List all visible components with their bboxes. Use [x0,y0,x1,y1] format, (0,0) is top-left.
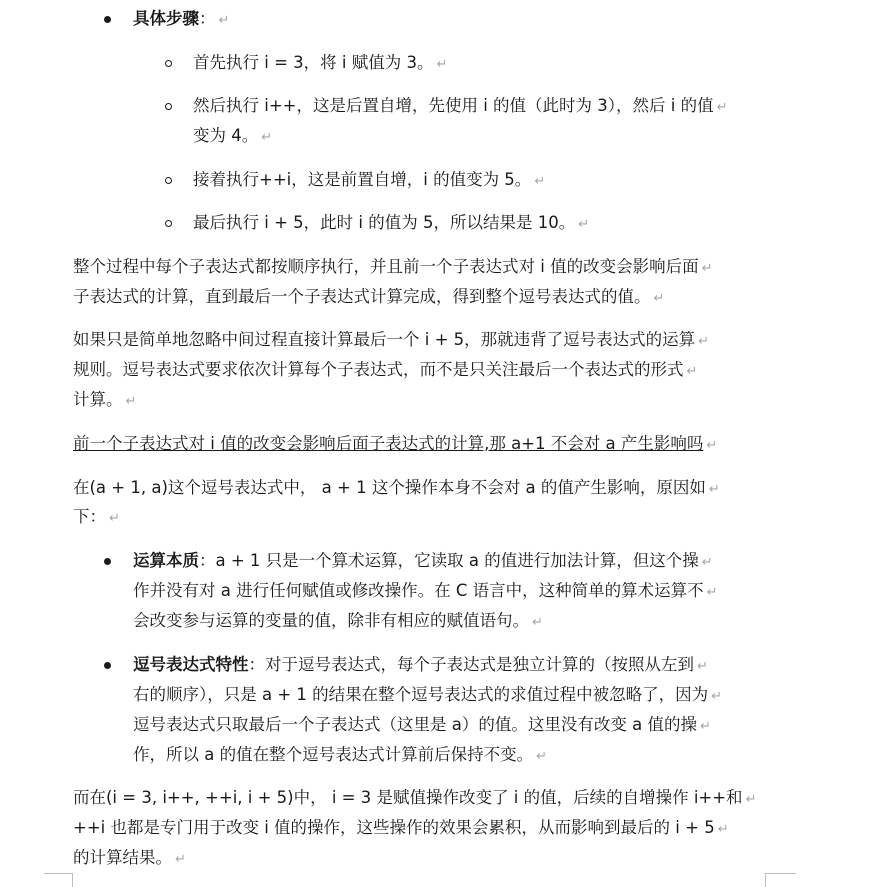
line-text: 然后执行 i++，这是后置自增，先使用 i 的值（此时为 3），然后 i 的值 [193,96,714,115]
paragraph-mark-icon: ↵ [745,792,757,807]
line-text: 作并没有对 a 进行任何赋值或修改操作。在 C 语言中，这种简单的算术运算不 [133,581,704,600]
line-text: 前一个子表达式对 i 值的改变会影响后面子表达式的计算,那 a+1 不会对 a 产生影响吗 [73,434,704,453]
line-text: 最后执行 i + 5，此时 i 的值为 5，所以结果是 10。 [193,213,576,232]
bullet-circle-icon [165,103,172,110]
paragraph-mark-icon: ↵ [717,822,729,837]
bold-term: 逗号表达式特性 [133,655,249,674]
text-line-l11 [73,389,136,413]
paragraph-mark-icon: ↵ [109,511,120,526]
text-line-l6 [193,212,589,236]
text-line-l10 [73,359,697,383]
paragraph-mark-icon: ↵ [653,291,665,306]
line-text: 子表达式的计算，直到最后一个子表达式计算完成，得到整个逗号表达式的值。 [73,287,651,306]
line-text: 逗号表达式只取最后一个子表达式（这里是 a）的值。这里没有改变 a 值的操 [133,715,697,734]
text-line-l5 [193,169,545,193]
paragraph-mark-icon: ↵ [125,394,137,409]
line-text: ：a + 1 只是一个算术运算，它读取 a 的值进行加法计算，但这个操 [199,551,699,570]
text-line-l17 [133,610,543,634]
text-line-l20 [133,714,711,738]
text-line-l2 [193,52,447,76]
text-line-l8 [73,286,664,310]
text-line-l21 [133,744,547,768]
line-text: 作，所以 a 的值在整个逗号表达式计算前后保持不变。 [133,745,534,764]
line-text: 整个过程中每个子表达式都按顺序执行，并且前一个子表达式对 i 值的改变会影响后面 [73,257,699,276]
bullet-disc-icon [104,16,111,23]
text-line-l4 [193,125,272,149]
page-corner-mark-left [44,873,73,887]
text-line-l16 [133,580,718,604]
bullet-disc-icon [104,662,111,669]
paragraph-mark-icon: ↵ [686,364,698,379]
paragraph-mark-icon: ↵ [532,615,543,630]
paragraph-mark-icon: ↵ [578,217,590,232]
paragraph-mark-icon: ↵ [701,555,713,570]
text-line-l19 [133,684,722,708]
paragraph-mark-icon: ↵ [706,438,718,453]
text-line-l9 [73,329,709,353]
text-line-l24 [73,847,186,871]
line-text: 下： [73,507,106,526]
bullet-disc-icon [104,558,111,565]
bullet-circle-icon [165,60,172,67]
line-text: 规则。逗号表达式要求依次计算每个子表达式，而不是只关注最后一个表达式的形式 [73,360,684,379]
paragraph-mark-icon: ↵ [436,57,448,72]
paragraph-mark-icon: ↵ [716,100,728,115]
line-text: 变为 4。 [193,126,259,145]
text-line-l14 [73,506,120,530]
page-corner-mark-right [765,873,796,887]
line-text: 在(a + 1, a)这个逗号表达式中， a + 1 这个操作本身不会对 a 的值产生影响，原因如 [73,478,706,497]
paragraph-mark-icon: ↵ [536,749,548,764]
bold-term: 运算本质 [133,551,199,570]
paragraph-mark-icon: ↵ [706,585,718,600]
bullet-circle-icon [165,220,172,227]
text-line-l7 [73,256,712,280]
line-text: 计算。 [73,390,123,409]
text-line-l23 [73,817,729,841]
line-text: 而在(i = 3, i++, ++i, i + 5)中， i = 3 是赋值操作改变了 i 的值，后续的自增操作 i++和 [73,788,743,807]
line-text: 的计算结果。 [73,848,172,867]
bullet-circle-icon [165,177,172,184]
line-text: 会改变参与运算的变量的值，除非有相应的赋值语句。 [133,611,529,630]
text-line-l1 [133,8,229,32]
paragraph-mark-icon: ↵ [711,689,723,704]
paragraph-mark-icon: ↵ [697,659,708,674]
paragraph-mark-icon: ↵ [708,482,720,497]
paragraph-mark-icon: ↵ [699,719,711,734]
paragraph-mark-icon: ↵ [218,13,230,28]
line-text: 首先执行 i = 3，将 i 赋值为 3。 [193,53,434,72]
text-line-l12 [73,433,717,457]
text-line-l3 [193,95,728,119]
bold-term: 具体步骤 [133,9,199,28]
line-text: ： [199,9,216,28]
line-text: 接着执行++i，这是前置自增，i 的值变为 5。 [193,170,532,189]
paragraph-mark-icon: ↵ [701,261,713,276]
line-text: ：对于逗号表达式，每个子表达式是独立计算的（按照从左到 [248,655,694,674]
text-line-l13 [73,477,720,501]
paragraph-mark-icon: ↵ [534,174,546,189]
paragraph-mark-icon: ↵ [698,334,710,349]
text-line-l18 [133,654,708,678]
text-line-l15 [133,550,713,574]
paragraph-mark-icon: ↵ [175,852,186,867]
paragraph-mark-icon: ↵ [261,130,273,145]
line-text: 右的顺序），只是 a + 1 的结果在整个逗号表达式的求值过程中被忽略了，因为 [133,685,709,704]
line-text: 如果只是简单地忽略中间过程直接计算最后一个 i + 5，那就违背了逗号表达式的运算 [73,330,696,349]
line-text: ++i 也都是专门用于改变 i 值的操作，这些操作的效果会累积，从而影响到最后的 i + 5 [73,818,715,837]
text-line-l22 [73,787,756,811]
